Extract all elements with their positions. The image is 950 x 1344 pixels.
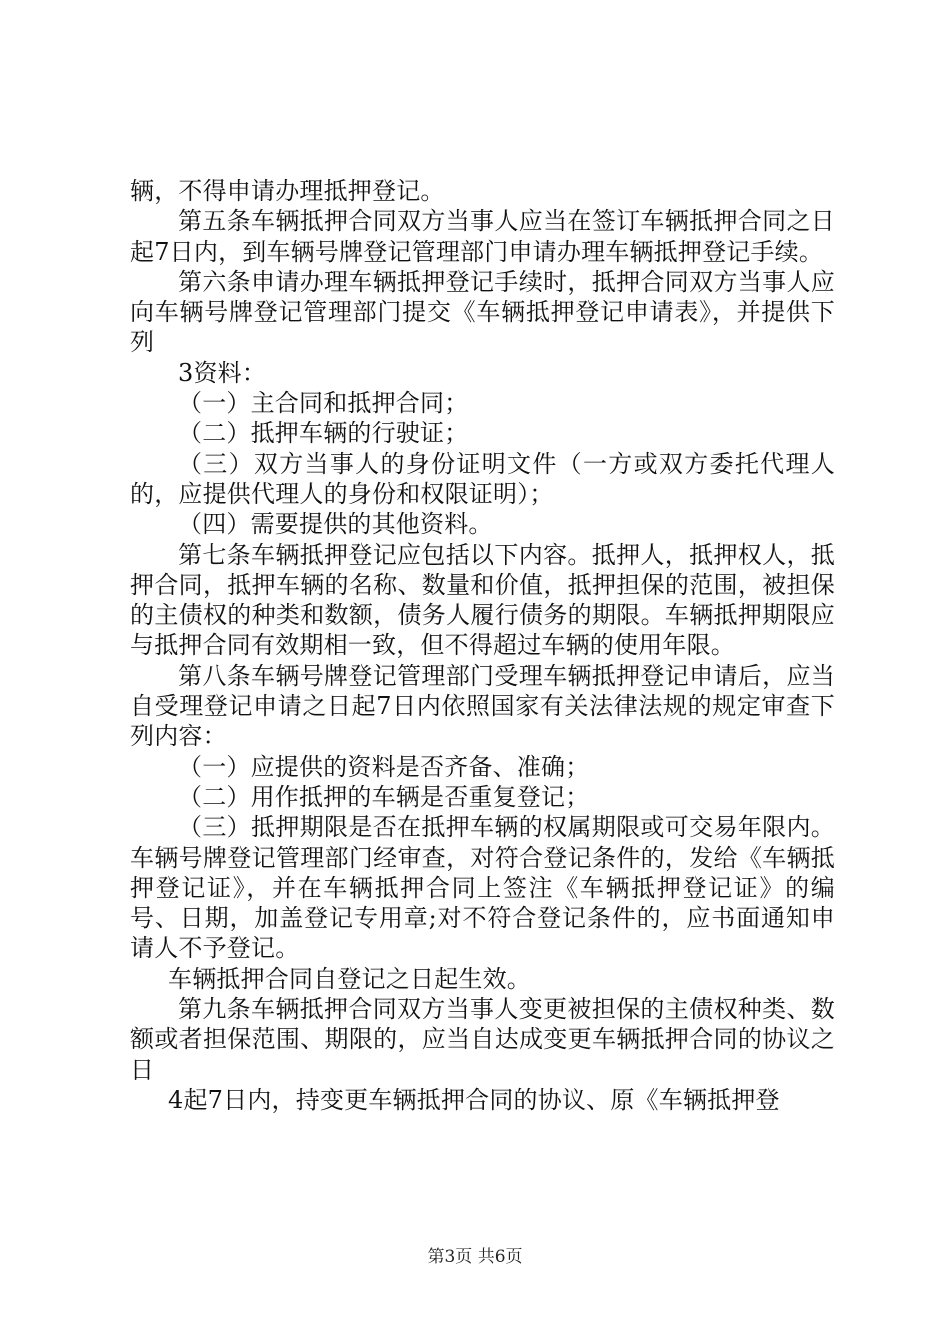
document-body [130, 176, 835, 1115]
paragraph: 辆，不得申请办理抵押登记。 [130, 177, 445, 205]
page-footer: 第3页 共6页 [427, 1247, 523, 1267]
list-item: （二）抵押车辆的行驶证； [178, 419, 469, 448]
list-item: （三）双方当事人的身份证明文件（一方或双方委托代理人的，应提供代理人的身份和权限证明）； [130, 449, 835, 508]
paragraph: 4起7日内，持变更车辆抵押合同的协议、原《车辆抵押登 [168, 1085, 780, 1114]
paragraph: 第五条车辆抵押合同双方当事人应当在签订车辆抵押合同之日起7日内，到车辆号牌登记管理部门申请办理车辆抵押登记手续。 [130, 207, 835, 266]
list-item: （四）需要提供的其他资料。 [178, 510, 493, 539]
list-item: （一）应提供的资料是否齐备、准确； [178, 752, 590, 781]
paragraph: 第七条车辆抵押登记应包括以下内容。抵押人，抵押权人，抵押合同，抵押车辆的名称、数量和价值，抵押担保的范围，被担保的主债权的种类和数额，债务人履行债务的期限。车辆抵押期限应与抵押合同有效期相一致，但不得超过车辆的使用年限。 [130, 540, 835, 660]
paragraph: 3资料： [178, 358, 267, 387]
paragraph: 车辆抵押合同自登记之日起生效。 [168, 964, 531, 993]
paragraph: 第六条申请办理车辆抵押登记手续时，抵押合同双方当事人应向车辆号牌登记管理部门提交《车辆抵押登记申请表》，并提供下列 [130, 267, 835, 357]
list-item: （一）主合同和抵押合同； [178, 389, 469, 418]
list-item: （三）抵押期限是否在抵押车辆的权属期限或可交易年限内。车辆号牌登记管理部门经审查，对符合登记条件的，发给《车辆抵押登记证》，并在车辆抵押合同上签注《车辆抵押登记证》的编号、日期，加盖登记专用章;对不符合登记条件的，应书面通知申请人不予登记。 [130, 813, 835, 963]
paragraph: 第八条车辆号牌登记管理部门受理车辆抵押登记申请后，应当自受理登记申请之日起7日内依照国家有关法律法规的规定审查下列内容： [130, 661, 835, 751]
list-item: （二）用作抵押的车辆是否重复登记； [178, 782, 590, 811]
paragraph: 第九条车辆抵押合同双方当事人变更被担保的主债权种类、数额或者担保范围、期限的，应当自达成变更车辆抵押合同的协议之日 [130, 995, 835, 1084]
